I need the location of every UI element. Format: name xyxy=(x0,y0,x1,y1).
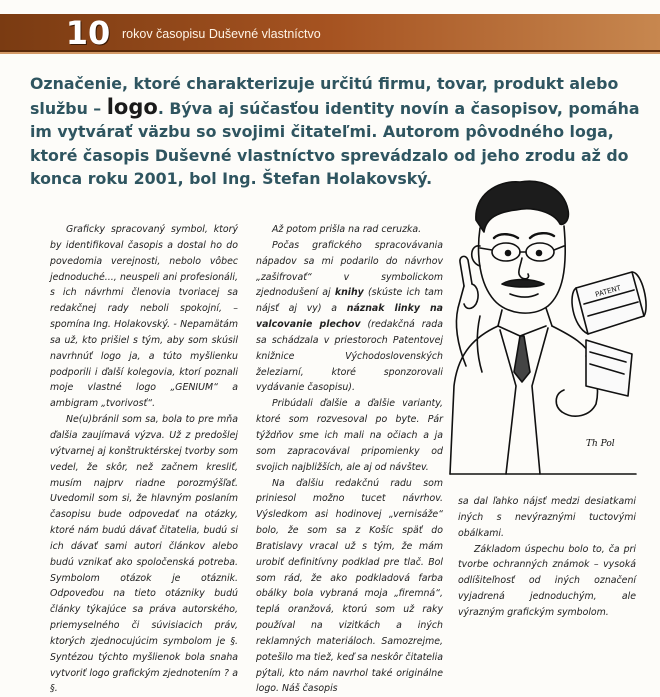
column-2-p2-text-a: Počas grafického spracovávania nápadov sa mi podarilo do návrhov „zašifrovať“ v symbolickom zjednodušení aj xyxy=(256,240,443,299)
column-2-paragraph-1: Až potom prišla na rad ceruzka. xyxy=(256,222,443,238)
column-1-paragraph-2: Ne(u)bránil som sa, bola to pre mňa ďalšia zaujímavá výzva. Už z predošlej výtvarnej aj konštruktérskej tvorby som vedel, že skôr, než začnem kresliť, musím najprv riadne porozmýšľať. Uvedomil som si, že hlavným poslaním časopisu bude odpovedať na otázky, ktoré nám budú dávať čitatelia, budú si ich dávať sami autori článkov alebo budú vznikať ako spoločenská potreba. Symbolom otázok je otáznik. Odpoveďou na tieto otázniky budú články týkajúce sa práva autorského, priemyselného či súvisiacich práv, ktorých zjednocujúcim symbolom je §. Syntézou týchto myšlienok bola snaha vytvoriť logo grafickým zjednotením ? a §. xyxy=(50,412,238,697)
paper-label: PATENT xyxy=(594,284,622,299)
lead-part-1: Označenie, ktoré charakterizuje určitú firmu, tovar, produkt alebo službu – xyxy=(30,74,618,118)
column-3-paragraph-1: sa dal ľahko nájsť medzi desiatkami iných s nevýraznými tuctovými obálkami. xyxy=(458,494,636,542)
header-title: rokov časopisu Duševné vlastníctvo xyxy=(122,27,321,41)
issue-number: 10 xyxy=(64,16,112,50)
header-divider xyxy=(0,52,660,54)
column-2-paragraph-3: Pribúdali ďalšie a ďalšie varianty, ktoré som rozvesoval po byte. Pár týždňov sme ich mali na očiach a ja som zapracovával pripomienky od svojich najbližších, ale aj od návštev. xyxy=(256,396,443,475)
column-1-paragraph-1: Graficky spracovaný symbol, ktorý by identifikoval časopis a dostal ho do povedomia verejnosti, nebolo vôbec jednoduché..., neuspeli ani profesionáli, s ich návrhmi členovia tvoriacej sa redakčnej rady neboli spokojní, – spomína Ing. Holakovský. - Nepamätám sa už, kto prišiel s tým, aby som skúsil navrhnúť logo ja, a túto myšlienku podporili i ďalší kolegovia, ktorí poznali moje vlastné logo „GENIUM“ a ambigram „tvorivosť“. xyxy=(50,222,238,412)
column-2-p2-bold-line: náznak linky na valcovanie plechov xyxy=(256,303,443,330)
column-3-paragraph-2: Základom úspechu bolo to, ča pri tvorbe ochranných známok – vysoká odlíšiteľnosť od iných označení vyjadrená jednoduchým, ale výrazným grafickým symbolom. xyxy=(458,542,636,621)
artist-signature: Th Pol xyxy=(586,439,615,449)
column-2-paragraph-4: Na ďalšiu redakčnú radu som priniesol možno tucet návrhov. Výsledkom asi hodinovej „vernisáže“ bolo, že som sa z Košíc späť do Bratislavy vracal už s tým, že mám urobiť definitívny podklad pre tlač. Bol som rád, že ako podkladová farba obálky bola vybraná moja „firemná“, teplá oranžová, ktorú som už raky používal na vizitkách a iných reklamných materiáloch. Samozrejme, potešilo ma tiež, keď sa neskôr čitatelia pýtali, kto nám navrhol také originálne logo. Náš časopis xyxy=(256,476,443,697)
lead-paragraph xyxy=(30,72,640,191)
caricature-illustration xyxy=(436,176,648,476)
column-2-p2-text-e: (redakčná rada sa schádzala v priestoroch Patentovej knižnice Východoslovenských železiarní, ktoré sponzorovali vydávanie časopisu). xyxy=(256,319,443,393)
column-3 xyxy=(458,494,636,621)
column-2-p2-text-c: (skúste ich tam nájsť aj vy) a xyxy=(256,287,443,314)
column-2-paragraph-2 xyxy=(256,238,443,396)
lead-logo-word: logo xyxy=(107,95,158,119)
column-2-p2-bold-books: knihy xyxy=(335,287,364,298)
lead-part-2: . Býva aj súčasťou identity novín a časopisov, pomáha im vytvárať väzbu so svojimi čitateľmi. Autorom pôvodného loga, ktoré časopis Duševné vlastníctvo sprevádzalo od jeho zrodu až do konca roku 2001, bol Ing. Štefan Holakovský. xyxy=(30,99,640,189)
